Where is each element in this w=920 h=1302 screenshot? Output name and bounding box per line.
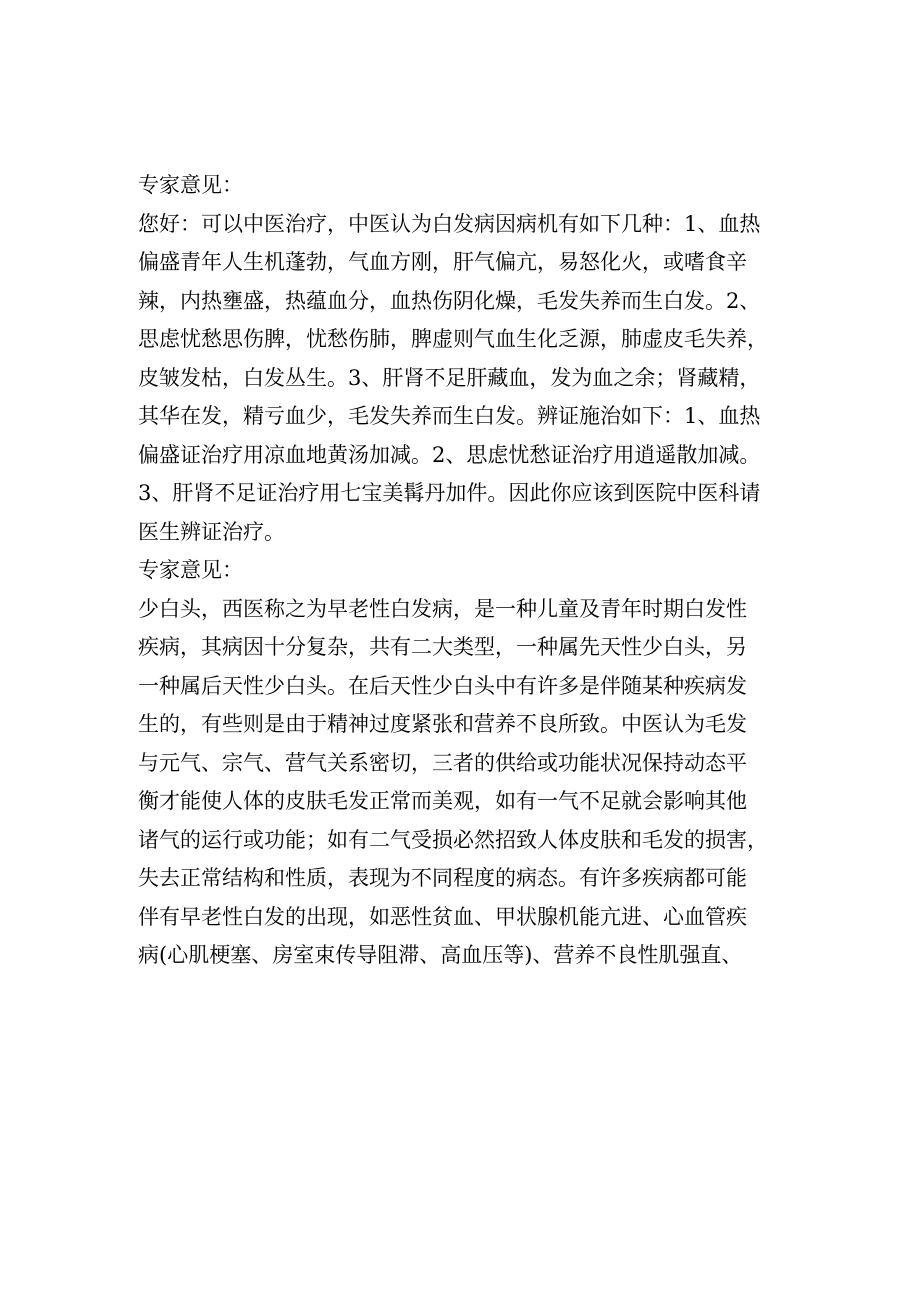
paragraph-line: 医生辨证治疗。 xyxy=(138,519,285,544)
paragraph-line: 伴有早老性白发的出现，如恶性贫血、甲状腺机能亢进、心血管疾 xyxy=(138,904,747,929)
paragraph-line: 生的，有些则是由于精神过度紧张和营养不良所致。中医认为毛发 xyxy=(138,712,747,736)
paragraph-line: 3、肝肾不足证治疗用七宝美髯丹加件。因此你应该到医院中医科请 xyxy=(138,481,761,505)
paragraph-line: 失去正常结构和性质，表现为不同程度的病态。有许多疾病都可能 xyxy=(138,866,747,890)
paragraph-line: 诸气的运行或功能；如有二气受损必然招致人体皮肤和毛发的损害， xyxy=(138,827,768,852)
heading-expert-opinion-2: 专家意见： xyxy=(138,558,243,582)
paragraph-line: 少白头，西医称之为早老性白发病，是一种儿童及青年时期白发性 xyxy=(138,596,747,621)
paragraph-line: 疾病，其病因十分复杂，共有二大类型，一种属先天性少白头，另 xyxy=(138,635,747,659)
paragraph-line: 您好：可以中医治疗，中医认为白发病因病机有如下几种：1、血热 xyxy=(138,211,761,236)
paragraph-line: 病(心肌梗塞、房室束传导阻滞、高血压等)、营养不良性肌强直、 xyxy=(138,943,743,967)
paragraph-line: 其华在发，精亏血少，毛发失养而生白发。辨证施治如下：1、血热 xyxy=(138,404,761,428)
paragraph-line: 辣，内热壅盛，热蕴血分，血热伤阴化燥，毛发失养而生白发。2、 xyxy=(138,288,761,313)
paragraph-line: 衡才能使人体的皮肤毛发正常而美观，如有一气不足就会影响其他 xyxy=(138,789,747,813)
paragraph-line: 偏盛青年人生机蓬勃，气血方刚，肝气偏亢，易怒化火，或嗜食辛 xyxy=(138,250,747,274)
paragraph-line: 皮皱发枯，白发丛生。3、肝肾不足肝藏血，发为血之余；肾藏精， xyxy=(138,365,761,390)
paragraph-line: 思虑忧愁思伤脾，忧愁伤肺，脾虚则气血生化乏源，肺虚皮毛失养， xyxy=(138,327,768,351)
paragraph-line: 一种属后天性少白头。在后天性少白头中有许多是伴随某种疾病发 xyxy=(138,673,747,698)
paragraph-line: 偏盛证治疗用凉血地黄汤加减。2、思虑忧愁证治疗用逍遥散加减。 xyxy=(138,442,761,467)
heading-expert-opinion-1: 专家意见： xyxy=(138,173,243,197)
paragraph-line: 与元气、宗气、营气关系密切，三者的供给或功能状况保持动态平 xyxy=(138,750,747,775)
document-body xyxy=(138,166,788,975)
